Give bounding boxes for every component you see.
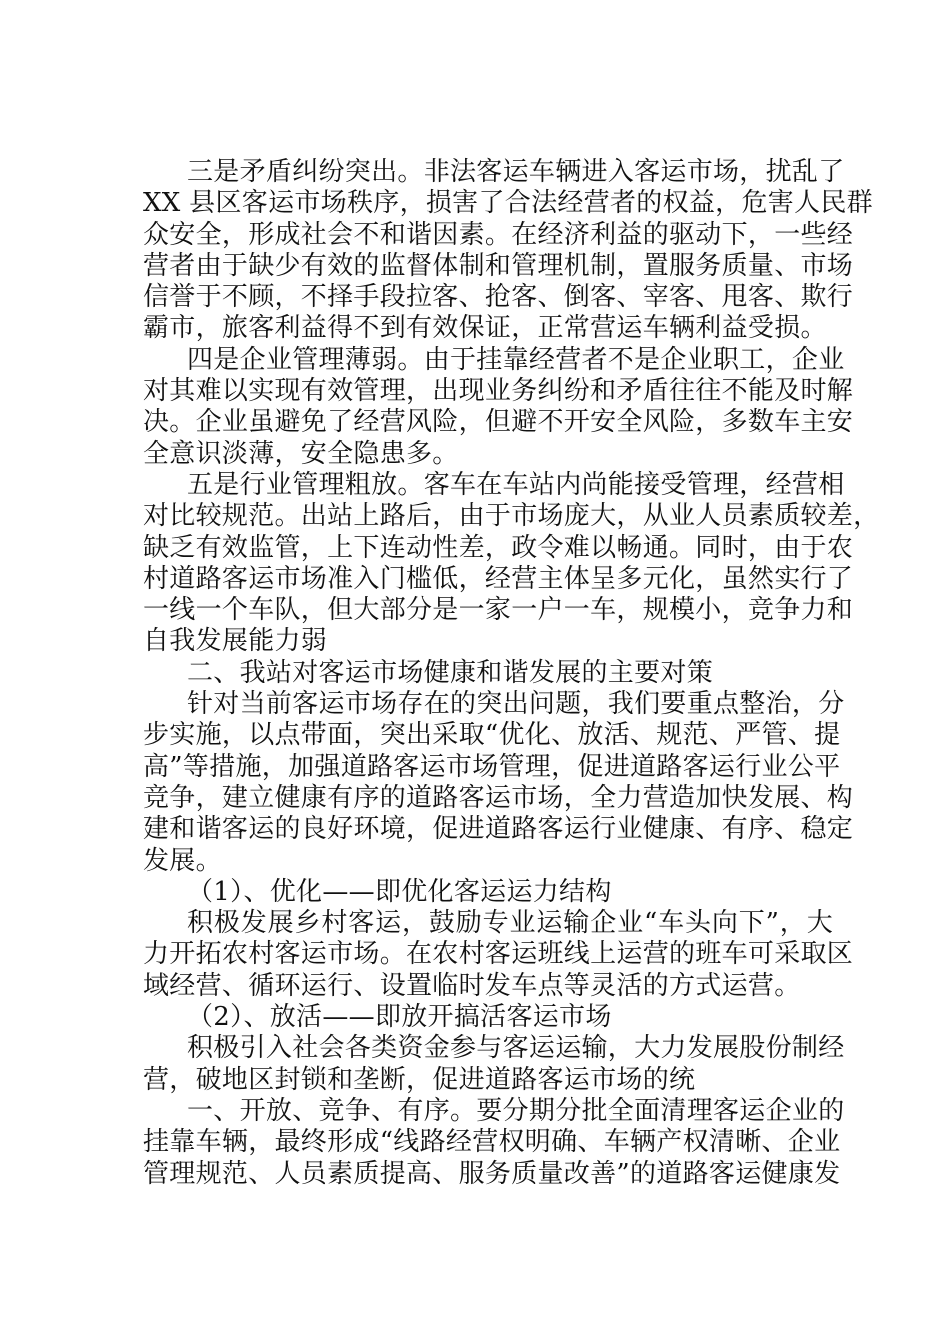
paragraph-line: 对其难以实现有效管理，出现业务纠纷和矛盾往往不能及时解 <box>143 376 854 407</box>
paragraph-line: 自我发展能力弱 <box>143 626 328 657</box>
paragraph-line: 信誉于不顾，不择手段拉客、抢客、倒客、宰客、甩客、欺行 <box>143 282 854 313</box>
paragraph-line: 积极发展乡村客运，鼓励专业运输企业“车头向下”，大 <box>187 908 833 939</box>
paragraph-line: 全意识淡薄，安全隐患多。 <box>143 438 459 469</box>
subsection-heading: （2）、放活——即放开搞活客运市场 <box>187 1002 612 1033</box>
paragraph-line: 域经营、循环运行、设置临时发车点等灵活的方式运营。 <box>143 970 801 1001</box>
paragraph-line: 积极引入社会各类资金参与客运运输，大力发展股份制经 <box>187 1033 845 1064</box>
paragraph-line: 竞争，建立健康有序的道路客运市场，全力营造加快发展、构 <box>143 782 854 813</box>
paragraph-line: 村道路客运市场准入门槛低，经营主体呈多元化，虽然实行了 <box>143 563 854 594</box>
paragraph-line: 缺乏有效监管，上下连动性差，政令难以畅通。同时，由于农 <box>143 532 854 563</box>
paragraph-line: 四是企业管理薄弱。由于挂靠经营者不是企业职工，企业 <box>187 344 845 375</box>
section-heading: 二、我站对客运市场健康和谐发展的主要对策 <box>187 657 714 688</box>
paragraph-line: 发展。 <box>143 845 222 876</box>
paragraph-line: XX 县区客运市场秩序，损害了合法经营者的权益，危害人民群 <box>143 188 873 219</box>
paragraph-line: 营，破地区封锁和垄断，促进道路客运市场的统 <box>143 1064 696 1095</box>
paragraph-line: 建和谐客运的良好环境，促进道路客运行业健康、有序、稳定 <box>143 814 854 845</box>
paragraph-line: 对比较规范。出站上路后，由于市场庞大，从业人员素质较差， <box>143 501 880 532</box>
paragraph-line: 力开拓农村客运市场。在农村客运班线上运营的班车可采取区 <box>143 939 854 970</box>
paragraph-line: 针对当前客运市场存在的突出问题，我们要重点整治，分 <box>187 689 845 720</box>
subsection-heading: （1）、优化——即优化客运运力结构 <box>187 876 612 907</box>
paragraph-line: 步实施，以点带面，突出采取“优化、放活、规范、严管、提 <box>143 720 841 751</box>
paragraph-line: 决。企业虽避免了经营风险，但避不开安全风险，多数车主安 <box>143 407 854 438</box>
paragraph-line: 一、开放、竞争、有序。要分期分批全面清理客运企业的 <box>187 1095 845 1126</box>
paragraph-line: 管理规范、人员素质提高、服务质量改善”的道路客运健康发 <box>143 1158 841 1189</box>
paragraph-line: 五是行业管理粗放。客车在车站内尚能接受管理，经营相 <box>187 469 845 500</box>
document-body <box>143 157 880 1190</box>
paragraph-line: 众安全，形成社会不和谐因素。在经济利益的驱动下，一些经 <box>143 219 854 250</box>
paragraph-line: 挂靠车辆，最终形成“线路经营权明确、车辆产权清晰、企业 <box>143 1127 841 1158</box>
paragraph-line: 一线一个车队，但大部分是一家一户一车，规模小，竞争力和 <box>143 595 854 626</box>
paragraph-line: 三是矛盾纠纷突出。非法客运车辆进入客运市场，扰乱了 <box>187 157 845 187</box>
paragraph-line: 高”等措施，加强道路客运市场管理，促进道路客运行业公平 <box>143 751 841 782</box>
paragraph-line: 霸市，旅客利益得不到有效保证，正常营运车辆利益受损。 <box>143 313 827 344</box>
paragraph-line: 营者由于缺少有效的监督体制和管理机制，置服务质量、市场 <box>143 250 854 281</box>
